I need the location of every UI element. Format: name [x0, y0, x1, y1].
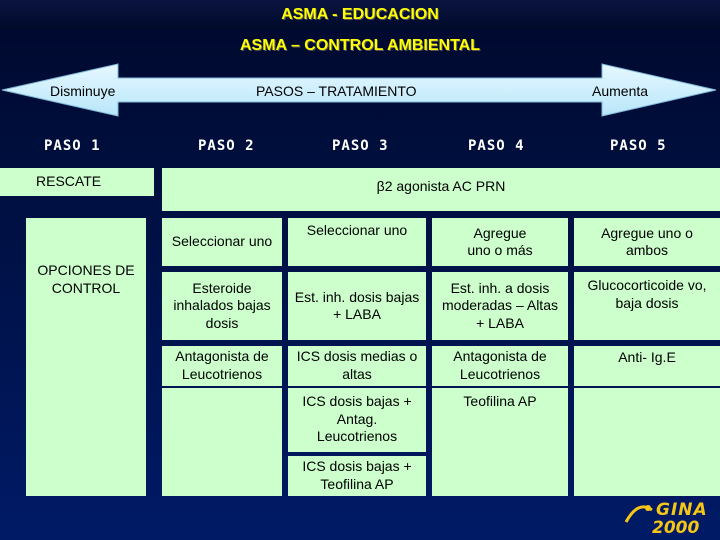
row4-col3: Teofilina AP [432, 388, 568, 496]
arrow-center-label: PASOS – TRATAMIENTO [256, 83, 417, 99]
row2-col1: Esteroide inhalados bajas dosis [162, 272, 282, 340]
control-label: OPCIONES DE CONTROL [26, 218, 146, 496]
page-subtitle: ASMA – CONTROL AMBIENTAL [240, 37, 480, 54]
page-title: ASMA - EDUCACION [281, 6, 439, 23]
gina-logo-text: GINA [656, 500, 708, 520]
row3-col2: ICS dosis medias o altas [288, 346, 426, 386]
rescue-label: RESCATE [0, 168, 154, 196]
row1-col3: Agregue uno o más [432, 218, 568, 266]
arrow-left-label: Disminuye [50, 83, 116, 99]
row4-col4-empty [574, 388, 720, 496]
arrow-right-label: Aumenta [592, 83, 649, 99]
row1-col1: Seleccionar uno [162, 218, 282, 266]
rescue-text: β2 agonista AC PRN [162, 168, 720, 211]
gina-logo-year: 2000 [652, 518, 700, 538]
row3-col1: Antagonista de Leucotrienos [162, 346, 282, 386]
step-3: PASO 3 [332, 138, 389, 154]
step-2: PASO 2 [198, 138, 255, 154]
row2-col3: Est. inh. a dosis moderadas – Altas + LABA [432, 272, 568, 340]
gina-logo [620, 500, 716, 538]
row3-col4: Anti- Ig.E [574, 346, 720, 386]
row2-col2: Est. inh. dosis bajas + LABA [288, 272, 426, 340]
row1-col4: Agregue uno o ambos [574, 218, 720, 266]
row5-col2: ICS dosis bajas + Teofilina AP [288, 456, 426, 496]
row2-col4: Glucocorticoide vo, baja dosis [574, 272, 720, 340]
step-4: PASO 4 [468, 138, 525, 154]
gina-logo-mark [624, 502, 654, 524]
row1-col2: Seleccionar uno [288, 218, 426, 266]
step-5: PASO 5 [610, 138, 667, 154]
row4-col1-empty [162, 388, 282, 496]
step-1: PASO 1 [44, 138, 101, 154]
row4-col2: ICS dosis bajas + Antag. Leucotrienos [288, 388, 426, 452]
row3-col3: Antagonista de Leucotrienos [432, 346, 568, 386]
